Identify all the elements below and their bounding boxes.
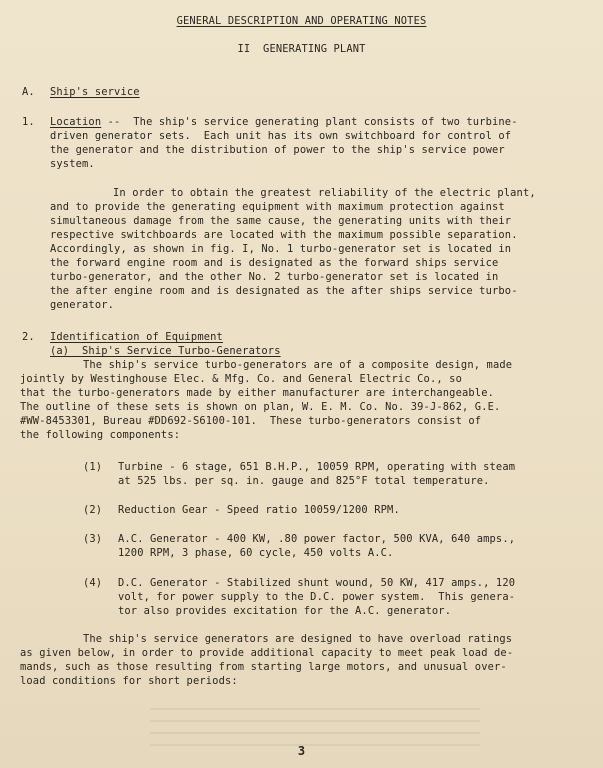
item1-line-0: -- The ship's service generating plant consists of two turbine- [101, 116, 518, 128]
section-title-text: II GENERATING PLANT [237, 43, 366, 55]
closing-line-1: as given below, in order to provide additional capacity to meet peak load de- [20, 647, 514, 659]
section-title [0, 42, 603, 56]
item2-para-line-2: that the turbo-generators made by either manufacturer are interchangeable. [20, 387, 495, 399]
item1-para2-line-1: and to provide the generating equipment with maximum protection against [50, 201, 505, 213]
component-4-number: (4) [83, 577, 103, 589]
subsection-a-label: A. [22, 86, 35, 98]
item1-para2-line-2: simultaneous damage from the same cause, the generating units with their [50, 215, 512, 227]
item1-para2-line-7: the after engine room and is designated as the after ships service turbo- [50, 285, 518, 297]
component-2-line-0: Reduction Gear - Speed ratio 10059/1200 RPM. [118, 504, 400, 516]
component-1-line-0: Turbine - 6 stage, 651 B.H.P., 10059 RPM, operating with steam [118, 461, 516, 473]
page-number: 3 [297, 744, 306, 758]
item1-heading: Location [50, 116, 102, 128]
item1-para2-line-8: generator. [50, 299, 115, 311]
item2-para-line-5: the following components: [20, 429, 181, 441]
bleed-through-text [150, 708, 480, 746]
item1-line-3: system. [50, 158, 95, 170]
item1-line-1: driven generator sets. Each unit has its own switchboard for control of [50, 130, 512, 142]
component-3-line-0: A.C. Generator - 400 KW, .80 power factor, 500 KVA, 640 amps., [118, 533, 516, 545]
item2-para-line-1: jointly by Westinghouse Elec. & Mfg. Co. and General Electric Co., so [20, 373, 462, 385]
item2-para-line-0: The ship's service turbo-generators are of a composite design, made [83, 359, 513, 371]
component-2-number: (2) [83, 504, 103, 516]
item2-heading: Identification of Equipment [50, 331, 223, 343]
item1-para2-line-0: In order to obtain the greatest reliability of the electric plant, [113, 187, 536, 199]
item1-line-2: the generator and the distribution of power to the ship's service power [50, 144, 505, 156]
item1-number: 1. [22, 116, 35, 128]
item1-para2-line-6: turbo-generator, and the other No. 2 turbo-generator set is located in [50, 271, 499, 283]
item1-para2-line-3: respective switchboards are located with the maximum possible separation. [50, 229, 518, 241]
closing-line-2: mands, such as those resulting from starting large motors, and unusual over- [20, 661, 507, 673]
item2-number: 2. [22, 331, 35, 343]
component-1-number: (1) [83, 461, 103, 473]
component-4-line-2: tor also provides excitation for the A.C. generator. [118, 605, 452, 617]
item1-first-line [50, 115, 518, 129]
item2-para-line-4: #WW-8453301, Bureau #DD692-S6100-101. These turbo-generators consist of [20, 415, 482, 427]
closing-line-0: The ship's service generators are designed to have overload ratings [83, 633, 513, 645]
closing-line-3: load conditions for short periods: [20, 675, 238, 687]
item1-para2-line-5: the forward engine room and is designated as the forward ships service [50, 257, 499, 269]
page-header: GENERAL DESCRIPTION AND OPERATING NOTES [176, 15, 427, 27]
component-4-line-0: D.C. Generator - Stabilized shunt wound, 50 KW, 417 amps., 120 [118, 577, 516, 589]
component-3-number: (3) [83, 533, 103, 545]
component-4-line-1: volt, for power supply to the D.C. power system. This genera- [118, 591, 516, 603]
component-1-line-1: at 525 lbs. per sq. in. gauge and 825°F total temperature. [118, 475, 490, 487]
item2-para-line-3: The outline of these sets is shown on plan, W. E. M. Co. No. 39-J-862, G.E. [20, 401, 501, 413]
component-3-line-1: 1200 RPM, 3 phase, 60 cycle, 450 volts A.C. [118, 547, 394, 559]
subsection-a-title: Ship's service [50, 86, 140, 98]
item1-para2-line-4: Accordingly, as shown in fig. I, No. 1 turbo-generator set is located in [50, 243, 512, 255]
item2-sub-a: (a) Ship's Service Turbo-Generators [50, 345, 281, 357]
